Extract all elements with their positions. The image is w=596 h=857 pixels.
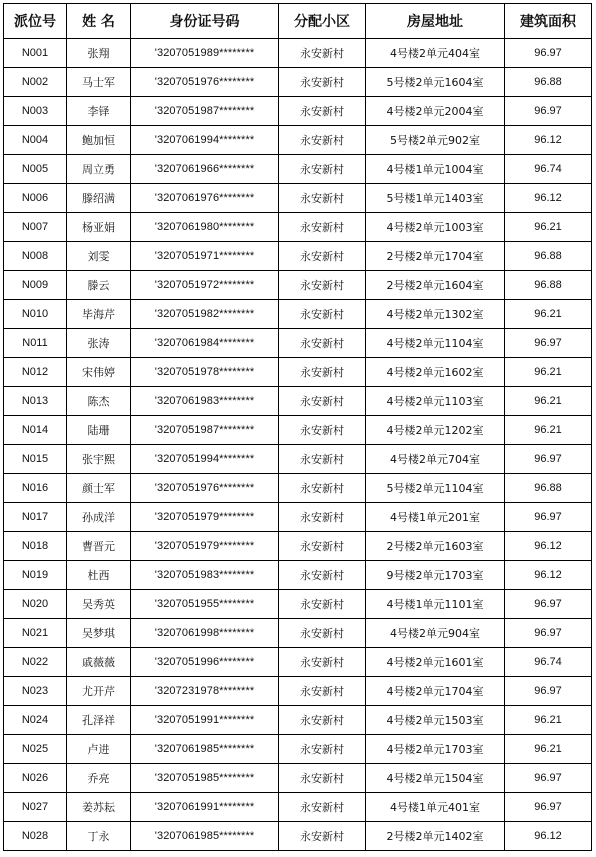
cell-community: 永安新村 [279, 213, 366, 242]
allocation-table-container [3, 3, 592, 851]
cell-community: 永安新村 [279, 68, 366, 97]
cell-floor-area: 96.97 [505, 764, 592, 793]
cell-floor-area: 96.21 [505, 387, 592, 416]
cell-community: 永安新村 [279, 300, 366, 329]
cell-lot-number: N019 [4, 561, 67, 590]
cell-floor-area: 96.21 [505, 213, 592, 242]
cell-name: 刘雯 [67, 242, 131, 271]
cell-address: 2号楼2单元1603室 [366, 532, 505, 561]
table-row [4, 677, 592, 706]
cell-id-number: '3207051996******** [131, 648, 279, 677]
cell-id-number: '3207051982******** [131, 300, 279, 329]
header-lot-number: 派位号 [4, 4, 67, 39]
header-address: 房屋地址 [366, 4, 505, 39]
cell-address: 2号楼2单元1704室 [366, 242, 505, 271]
cell-community: 永安新村 [279, 97, 366, 126]
cell-name: 滕绍满 [67, 184, 131, 213]
cell-address: 9号楼2单元1703室 [366, 561, 505, 590]
cell-name: 陆珊 [67, 416, 131, 445]
cell-name: 孙成洋 [67, 503, 131, 532]
cell-name: 颜士军 [67, 474, 131, 503]
cell-address: 5号楼2单元902室 [366, 126, 505, 155]
table-row [4, 184, 592, 213]
housing-allocation-table [3, 3, 592, 851]
cell-lot-number: N002 [4, 68, 67, 97]
cell-community: 永安新村 [279, 474, 366, 503]
cell-lot-number: N015 [4, 445, 67, 474]
cell-floor-area: 96.12 [505, 532, 592, 561]
cell-name: 杨亚娟 [67, 213, 131, 242]
cell-id-number: '3207051994******** [131, 445, 279, 474]
cell-address: 5号楼2单元1604室 [366, 68, 505, 97]
cell-address: 4号楼1单元401室 [366, 793, 505, 822]
table-row [4, 619, 592, 648]
cell-community: 永安新村 [279, 445, 366, 474]
cell-name: 张翔 [67, 39, 131, 68]
cell-community: 永安新村 [279, 503, 366, 532]
cell-floor-area: 96.97 [505, 590, 592, 619]
cell-community: 永安新村 [279, 126, 366, 155]
cell-lot-number: N020 [4, 590, 67, 619]
cell-id-number: '3207061984******** [131, 329, 279, 358]
cell-address: 4号楼2单元1003室 [366, 213, 505, 242]
cell-id-number: '3207231978******** [131, 677, 279, 706]
table-row [4, 735, 592, 764]
cell-community: 永安新村 [279, 184, 366, 213]
table-row [4, 822, 592, 851]
cell-lot-number: N024 [4, 706, 67, 735]
cell-name: 滕云 [67, 271, 131, 300]
cell-floor-area: 96.21 [505, 735, 592, 764]
header-floor-area: 建筑面积 [505, 4, 592, 39]
table-row [4, 445, 592, 474]
table-row [4, 648, 592, 677]
cell-address: 4号楼2单元404室 [366, 39, 505, 68]
cell-floor-area: 96.21 [505, 706, 592, 735]
cell-name: 宋伟婷 [67, 358, 131, 387]
cell-address: 4号楼1单元201室 [366, 503, 505, 532]
cell-address: 2号楼2单元1604室 [366, 271, 505, 300]
cell-address: 5号楼1单元1403室 [366, 184, 505, 213]
table-row [4, 416, 592, 445]
cell-id-number: '3207051989******** [131, 39, 279, 68]
cell-name: 李铎 [67, 97, 131, 126]
cell-name: 陈杰 [67, 387, 131, 416]
cell-name: 曹晋元 [67, 532, 131, 561]
cell-community: 永安新村 [279, 329, 366, 358]
cell-id-number: '3207061985******** [131, 735, 279, 764]
table-row [4, 271, 592, 300]
cell-name: 尤开芹 [67, 677, 131, 706]
cell-lot-number: N009 [4, 271, 67, 300]
cell-name: 马士军 [67, 68, 131, 97]
cell-floor-area: 96.12 [505, 822, 592, 851]
cell-id-number: '3207061966******** [131, 155, 279, 184]
table-body [4, 39, 592, 851]
cell-floor-area: 96.97 [505, 619, 592, 648]
table-row [4, 300, 592, 329]
cell-floor-area: 96.12 [505, 126, 592, 155]
cell-floor-area: 96.97 [505, 503, 592, 532]
cell-community: 永安新村 [279, 532, 366, 561]
cell-name: 张涛 [67, 329, 131, 358]
cell-name: 周立勇 [67, 155, 131, 184]
table-row [4, 155, 592, 184]
cell-lot-number: N027 [4, 793, 67, 822]
cell-community: 永安新村 [279, 735, 366, 764]
table-row [4, 387, 592, 416]
cell-floor-area: 96.21 [505, 358, 592, 387]
cell-floor-area: 96.88 [505, 242, 592, 271]
cell-address: 4号楼2单元1302室 [366, 300, 505, 329]
cell-address: 4号楼1单元1004室 [366, 155, 505, 184]
header-row [4, 4, 592, 39]
cell-name: 鲍加恒 [67, 126, 131, 155]
cell-id-number: '3207051976******** [131, 68, 279, 97]
cell-name: 戚薇薇 [67, 648, 131, 677]
cell-address: 4号楼2单元904室 [366, 619, 505, 648]
cell-floor-area: 96.97 [505, 677, 592, 706]
cell-name: 杜西 [67, 561, 131, 590]
cell-lot-number: N012 [4, 358, 67, 387]
cell-lot-number: N003 [4, 97, 67, 126]
cell-id-number: '3207061985******** [131, 822, 279, 851]
cell-name: 孔泽祥 [67, 706, 131, 735]
table-row [4, 474, 592, 503]
cell-id-number: '3207051972******** [131, 271, 279, 300]
cell-community: 永安新村 [279, 155, 366, 184]
cell-lot-number: N011 [4, 329, 67, 358]
cell-name: 张宇熙 [67, 445, 131, 474]
cell-address: 4号楼2单元2004室 [366, 97, 505, 126]
cell-community: 永安新村 [279, 764, 366, 793]
table-row [4, 532, 592, 561]
cell-name: 吴梦琪 [67, 619, 131, 648]
cell-lot-number: N005 [4, 155, 67, 184]
cell-id-number: '3207051987******** [131, 416, 279, 445]
table-row [4, 213, 592, 242]
cell-address: 4号楼1单元1101室 [366, 590, 505, 619]
table-row [4, 97, 592, 126]
cell-floor-area: 96.21 [505, 300, 592, 329]
cell-name: 卢进 [67, 735, 131, 764]
cell-community: 永安新村 [279, 793, 366, 822]
table-row [4, 126, 592, 155]
cell-community: 永安新村 [279, 271, 366, 300]
cell-lot-number: N007 [4, 213, 67, 242]
cell-id-number: '3207061998******** [131, 619, 279, 648]
cell-id-number: '3207061991******** [131, 793, 279, 822]
cell-id-number: '3207051976******** [131, 474, 279, 503]
cell-lot-number: N001 [4, 39, 67, 68]
cell-floor-area: 96.21 [505, 416, 592, 445]
cell-address: 4号楼2单元1504室 [366, 764, 505, 793]
table-row [4, 242, 592, 271]
cell-lot-number: N025 [4, 735, 67, 764]
cell-lot-number: N023 [4, 677, 67, 706]
cell-lot-number: N022 [4, 648, 67, 677]
header-id-number: 身份证号码 [131, 4, 279, 39]
cell-name: 丁永 [67, 822, 131, 851]
cell-id-number: '3207061976******** [131, 184, 279, 213]
cell-address: 4号楼2单元1602室 [366, 358, 505, 387]
cell-address: 4号楼2单元1704室 [366, 677, 505, 706]
cell-community: 永安新村 [279, 648, 366, 677]
cell-id-number: '3207051979******** [131, 532, 279, 561]
cell-community: 永安新村 [279, 677, 366, 706]
cell-address: 5号楼2单元1104室 [366, 474, 505, 503]
cell-community: 永安新村 [279, 358, 366, 387]
cell-lot-number: N010 [4, 300, 67, 329]
cell-address: 4号楼2单元1202室 [366, 416, 505, 445]
cell-floor-area: 96.12 [505, 561, 592, 590]
cell-community: 永安新村 [279, 822, 366, 851]
cell-floor-area: 96.88 [505, 474, 592, 503]
cell-address: 4号楼2单元704室 [366, 445, 505, 474]
cell-address: 4号楼2单元1703室 [366, 735, 505, 764]
cell-id-number: '3207051983******** [131, 561, 279, 590]
cell-floor-area: 96.88 [505, 271, 592, 300]
cell-floor-area: 96.88 [505, 68, 592, 97]
table-row [4, 590, 592, 619]
table-row [4, 706, 592, 735]
cell-lot-number: N013 [4, 387, 67, 416]
cell-id-number: '3207051978******** [131, 358, 279, 387]
cell-id-number: '3207051971******** [131, 242, 279, 271]
cell-lot-number: N017 [4, 503, 67, 532]
cell-floor-area: 96.97 [505, 329, 592, 358]
cell-community: 永安新村 [279, 706, 366, 735]
cell-name: 毕海芹 [67, 300, 131, 329]
table-row [4, 503, 592, 532]
cell-community: 永安新村 [279, 619, 366, 648]
cell-floor-area: 96.12 [505, 184, 592, 213]
table-row [4, 329, 592, 358]
cell-floor-area: 96.74 [505, 155, 592, 184]
table-row [4, 793, 592, 822]
cell-name: 吴秀英 [67, 590, 131, 619]
table-row [4, 68, 592, 97]
header-community: 分配小区 [279, 4, 366, 39]
cell-floor-area: 96.97 [505, 793, 592, 822]
cell-id-number: '3207051955******** [131, 590, 279, 619]
cell-address: 4号楼2单元1601室 [366, 648, 505, 677]
cell-lot-number: N021 [4, 619, 67, 648]
cell-id-number: '3207061983******** [131, 387, 279, 416]
header-name: 姓 名 [67, 4, 131, 39]
cell-lot-number: N014 [4, 416, 67, 445]
cell-lot-number: N006 [4, 184, 67, 213]
cell-address: 2号楼2单元1402室 [366, 822, 505, 851]
table-row [4, 358, 592, 387]
cell-id-number: '3207061980******** [131, 213, 279, 242]
cell-address: 4号楼2单元1104室 [366, 329, 505, 358]
cell-floor-area: 96.74 [505, 648, 592, 677]
cell-community: 永安新村 [279, 387, 366, 416]
cell-id-number: '3207061994******** [131, 126, 279, 155]
cell-address: 4号楼2单元1103室 [366, 387, 505, 416]
cell-id-number: '3207051987******** [131, 97, 279, 126]
table-row [4, 561, 592, 590]
cell-lot-number: N004 [4, 126, 67, 155]
cell-lot-number: N008 [4, 242, 67, 271]
cell-lot-number: N018 [4, 532, 67, 561]
cell-community: 永安新村 [279, 39, 366, 68]
cell-id-number: '3207051991******** [131, 706, 279, 735]
cell-floor-area: 96.97 [505, 445, 592, 474]
cell-community: 永安新村 [279, 561, 366, 590]
cell-community: 永安新村 [279, 590, 366, 619]
cell-lot-number: N026 [4, 764, 67, 793]
table-row [4, 764, 592, 793]
cell-floor-area: 96.97 [505, 97, 592, 126]
table-header [4, 4, 592, 39]
cell-lot-number: N016 [4, 474, 67, 503]
cell-community: 永安新村 [279, 242, 366, 271]
cell-id-number: '3207051985******** [131, 764, 279, 793]
cell-floor-area: 96.97 [505, 39, 592, 68]
cell-lot-number: N028 [4, 822, 67, 851]
cell-community: 永安新村 [279, 416, 366, 445]
cell-address: 4号楼2单元1503室 [366, 706, 505, 735]
cell-name: 乔亮 [67, 764, 131, 793]
cell-name: 姜苏耘 [67, 793, 131, 822]
cell-id-number: '3207051979******** [131, 503, 279, 532]
table-row [4, 39, 592, 68]
